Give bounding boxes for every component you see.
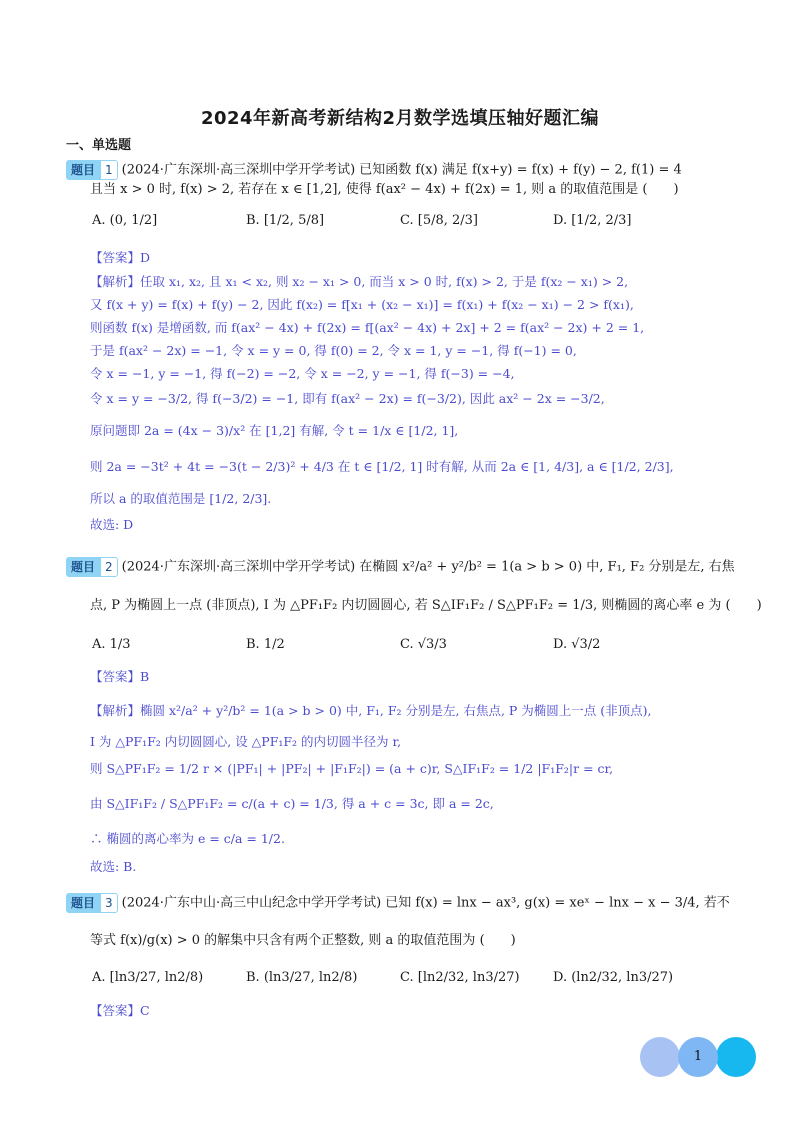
analysis-line: 令 x = y = −3/2, 得 f(−3/2) = −1, 即有 f(ax² − 2x) = f(−3/2), 因此 ax² − 2x = −3/2, <box>90 391 605 406</box>
question-tag: 题目 3 <box>66 893 118 913</box>
option-b: B. [1/2, 5/8] <box>246 213 325 228</box>
option-d: D. √3/2 <box>553 637 601 652</box>
answer: 【答案】B <box>90 669 150 684</box>
analysis-line: 【解析】任取 x₁, x₂, 且 x₁ < x₂, 则 x₂ − x₁ > 0, 而当 x > 0 时, f(x) > 2, 于是 f(x₂ − x₁) > 2, <box>90 274 629 289</box>
analysis-line: 令 x = −1, y = −1, 得 f(−2) = −2, 令 x = −2, y = −1, 得 f(−3) = −4, <box>90 366 515 381</box>
option-a: A. [ln3/27, ln2/8) <box>92 970 204 985</box>
option-b: B. 1/2 <box>246 637 285 652</box>
analysis-line: I 为 △PF₁F₂ 内切圆圆心, 设 △PF₁F₂ 的内切圆半径为 r, <box>90 734 402 749</box>
page-title: 2024年新高考新结构2月数学选填压轴好题汇编 <box>200 108 600 129</box>
analysis-line: 则 S△PF₁F₂ = 1/2 r × (|PF₁| + |PF₂| + |F₁F₂|) = (a + c)r, S△IF₁F₂ = 1/2 |F₁F₂|r = cr, <box>90 761 614 776</box>
question-tag: 题目 2 <box>66 557 118 577</box>
analysis-line: 所以 a 的取值范围是 [1/2, 2/3]. <box>90 491 272 506</box>
question-2-line-2: 点, P 为椭圆上一点 (非顶点), I 为 △PF₁F₂ 内切圆圆心, 若 S△IF₁F₂ / S△PF₁F₂ = 1/3, 则椭圆的离心率 e 为 ( ) <box>90 598 762 613</box>
analysis-line: 又 f(x + y) = f(x) + f(y) − 2, 因此 f(x₂) = f[x₁ + (x₂ − x₁)] = f(x₁) + f(x₂ − x₁) − 2 > f(x₁), <box>90 297 634 312</box>
option-c: C. [5/8, 2/3] <box>400 213 478 228</box>
analysis-line: 则函数 f(x) 是增函数, 而 f(ax² − 4x) + f(2x) = f[(ax² − 4x) + 2x] + 2 = f(ax² − 2x) + 2 = 1, <box>90 320 645 335</box>
page-number: 1 <box>693 1049 703 1064</box>
analysis-line: ∴ 椭圆的离心率为 e = c/a = 1/2. <box>90 831 285 846</box>
option-b: B. (ln3/27, ln2/8) <box>246 970 358 985</box>
analysis-line: 由 S△IF₁F₂ / S△PF₁F₂ = c/(a + c) = 1/3, 得 a + c = 3c, 即 a = 2c, <box>90 796 494 811</box>
answer: 【答案】D <box>90 250 151 265</box>
decor-circle <box>640 1037 680 1077</box>
question-3-line-1: 题目 3 (2024·广东中山·高三中山纪念中学开学考试) 已知 f(x) = lnx − ax³, g(x) = xeˣ − lnx − x − 3/4, 若不 <box>66 893 730 913</box>
answer: 【答案】C <box>90 1003 150 1018</box>
analysis-line: 于是 f(ax² − 2x) = −1, 令 x = y = 0, 得 f(0) = 2, 令 x = 1, y = −1, 得 f(−1) = 0, <box>90 343 577 358</box>
analysis-line: 原问题即 2a = (4x − 3)/x² 在 [1,2] 有解, 令 t = 1/x ∈ [1/2, 1], <box>90 423 459 438</box>
option-d: D. [1/2, 2/3] <box>553 213 632 228</box>
analysis-line: 【解析】椭圆 x²/a² + y²/b² = 1(a > b > 0) 中, F₁, F₂ 分别是左, 右焦点, P 为椭圆上一点 (非顶点), <box>90 703 652 718</box>
option-c: C. [ln2/32, ln3/27) <box>400 970 520 985</box>
option-a: A. 1/3 <box>92 637 131 652</box>
analysis-line: 则 2a = −3t² + 4t = −3(t − 2/3)² + 4/3 在 t ∈ [1/2, 1] 时有解, 从而 2a ∈ [1, 4/3], a ∈ [1/2, 2/3], <box>90 459 674 474</box>
decor-circle <box>716 1037 756 1077</box>
analysis-line: 故选: D <box>90 517 134 532</box>
question-1-line-1: 题目 1 (2024·广东深圳·高三深圳中学开学考试) 已知函数 f(x) 满足 f(x+y) = f(x) + f(y) − 2, f(1) = 4 <box>66 160 682 180</box>
analysis-line: 故选: B. <box>90 859 137 874</box>
question-1-line-2: 且当 x > 0 时, f(x) > 2, 若存在 x ∈ [1,2], 使得 f(ax² − 4x) + f(2x) = 1, 则 a 的取值范围是 ( ) <box>90 182 679 197</box>
option-a: A. (0, 1/2] <box>92 213 158 228</box>
page-number-badge <box>640 1035 760 1079</box>
option-d: D. (ln2/32, ln3/27) <box>553 970 674 985</box>
option-c: C. √3/3 <box>400 637 447 652</box>
question-tag: 题目 1 <box>66 160 118 180</box>
section-heading: 一、单选题 <box>66 138 132 153</box>
question-2-line-1: 题目 2 (2024·广东深圳·高三深圳中学开学考试) 在椭圆 x²/a² + y²/b² = 1(a > b > 0) 中, F₁, F₂ 分别是左, 右焦 <box>66 557 735 577</box>
question-3-line-2: 等式 f(x)/g(x) > 0 的解集中只含有两个正整数, 则 a 的取值范围为 ( ) <box>90 933 516 948</box>
